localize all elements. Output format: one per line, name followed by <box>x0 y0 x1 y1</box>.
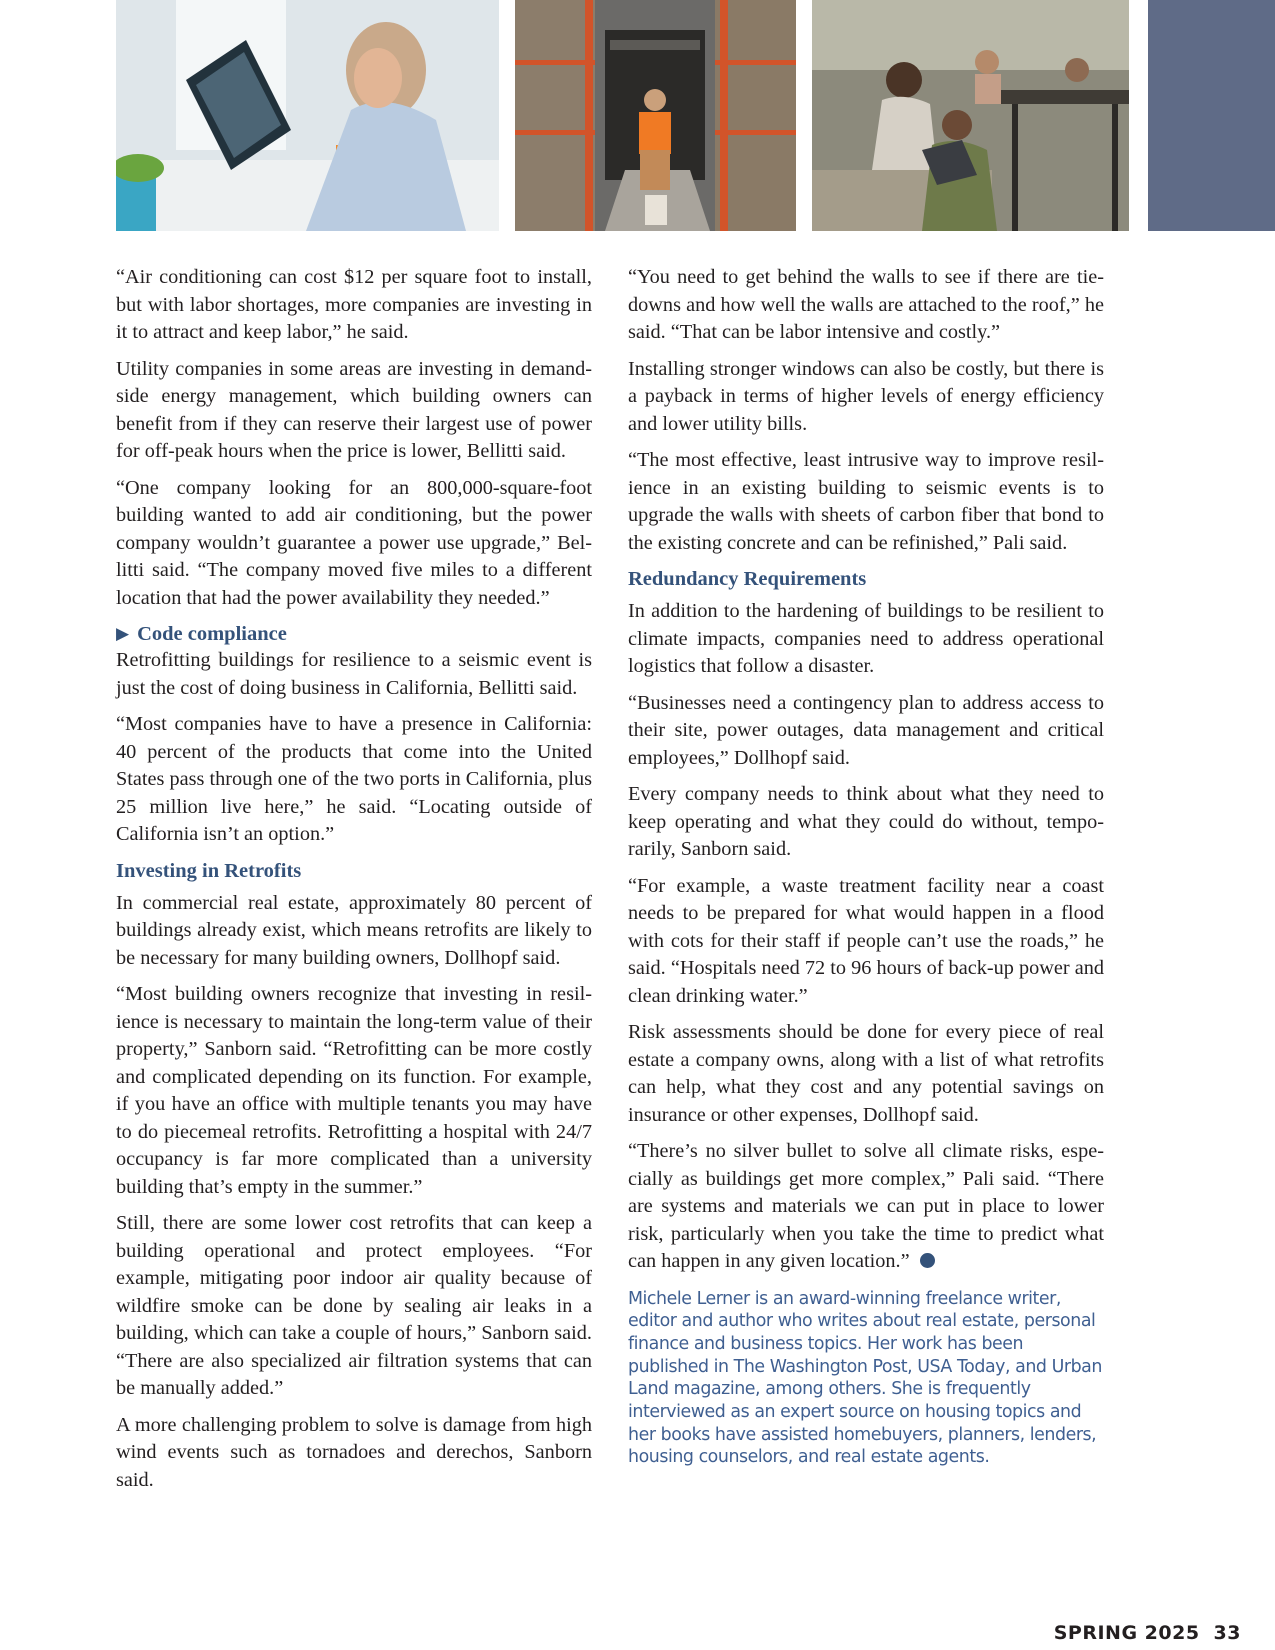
paragraph: “Most building owners recognize that investing in resilience is necessary to maintain the long-term value of their property,” Sanborn said. “Retrofitting can be more costly and complicated depending on its function. For example, if you have an office with multiple tenants you may have to do piecemeal retrofits. Retrofitting a hospital with 24/7 occupancy is far more complicated than a university building that’s empty in the summer.” <box>116 983 592 1198</box>
end-mark-dot-icon <box>920 1253 935 1268</box>
paragraph: A more challenging problem to solve is damage from high wind events such as tornadoes and derechos, Sanborn said. <box>116 1413 592 1491</box>
paragraph: In addition to the hardening of buildings to be resilient to climate impacts, companies need to address operational logistics that follow a disaster. <box>628 600 1104 677</box>
subheading-text: Code compliance <box>137 623 287 645</box>
paragraph: “Businesses need a contingency plan to address access to their site, power outages, data management and critical employees,” Dollhopf said. <box>628 691 1104 769</box>
warehouse-worker-photo <box>515 0 796 231</box>
article-column-right <box>628 264 1104 1469</box>
triangle-bullet-icon: ▶ <box>116 624 130 643</box>
page-footer <box>1054 1622 1241 1644</box>
subheading-code-compliance <box>116 621 592 647</box>
paragraph: Installing stronger windows can also be costly, but there is a payback in terms of higher levels of energy efficiency and lower utility bills. <box>628 357 1104 435</box>
paragraph: Still, there are some lower cost retrofits that can keep a building operational and protect employees. “For example, mitigating poor indoor air quality because of wildfire smoke can be done by sealing air leaks in a building, which can take a couple of hours,” Sanborn said. “There are also specialized air filtration systems that can be manually added.” <box>116 1212 592 1399</box>
paragraph: In commercial real estate, approximately 80 percent of buildings already exist, which means retrofits are likely to be necessary for many building owners, Dollhopf said. <box>116 891 592 969</box>
section-tab <box>1148 0 1275 231</box>
coworking-people-laptop-photo <box>812 0 1129 231</box>
paragraph: “Air conditioning can cost $12 per square foot to install, but with labor shortages, more companies are investing in it to attract and keep labor,” he said. <box>116 266 592 343</box>
paragraph-text: “There’s no silver bullet to solve all climate risks, especially as buildings get more complex,” Pali said. “There are systems and materials we can put in place to lower risk, particularly when you take the time to predict what can happen in any given location.” <box>628 1140 1104 1272</box>
author-bio: Michele Lerner is an award-winning freelance writer, editor and author who writes about real estate, personal finance and business topics. Her work has been published in The Washington Post, USA Today, and Urban Land magazine, among others. She is frequently interviewed as an expert source on housing topics and her books have assisted homebuyers, planners, lenders, housing counselors, and real estate agents. <box>628 1288 1102 1468</box>
page-number: 33 <box>1213 1622 1241 1644</box>
subheading-investing-in-retrofits: Investing in Retrofits <box>116 859 302 882</box>
woman-examining-xray-photo <box>116 0 499 231</box>
paragraph: Utility companies in some areas are investing in demand-side energy management, which building owners can benefit from if they can reserve their largest use of power for off-peak hours when the price is lower, Bellitti said. <box>116 357 592 462</box>
paragraph: “You need to get behind the walls to see if there are tie-downs and how well the walls are attached to the roof,” he said. “That can be labor intensive and costly.” <box>628 266 1104 343</box>
paragraph: “One company looking for an 800,000-square-foot building wanted to add air conditioning, but the power company wouldn’t guarantee a power use upgrade,” Bellitti said. “The company moved five miles to a different location that had the power availability they needed.” <box>116 476 592 609</box>
paragraph: “For example, a waste treatment facility near a coast needs to be prepared for what would happen in a flood with cots for their staff if people can’t use the roads,” he said. “Hospitals need 72 to 96 hours of back-up power and clean drinking water.” <box>628 874 1104 1007</box>
issue-label: SPRING 2025 <box>1053 1622 1200 1644</box>
paragraph-final <box>628 1138 1104 1276</box>
article-column-left <box>116 264 592 1503</box>
paragraph: Risk assessments should be done for every piece of real estate a company owns, along with a list of what retrofits can help, what they cost and any potential savings on insurance or other expenses, Dollhopf said. <box>628 1021 1104 1126</box>
paragraph: “Most companies have to have a presence in California: 40 percent of the products that come into the United States pass through one of the two ports in California, plus 25 million live here,” he said. “Locating outside of California isn’t an option.” <box>116 713 592 845</box>
subheading-redundancy-requirements: Redundancy Requirements <box>628 568 867 590</box>
paragraph: Every company needs to think about what they need to keep operating and what they could do without, temporarily, Sanborn said. <box>628 783 1104 860</box>
paragraph: Retrofitting buildings for resilience to a seismic event is just the cost of doing business in California, Bellitti said. <box>116 649 592 699</box>
paragraph: “The most effective, least intrusive way to improve resilience in an existing building to seismic events is to upgrade the walls with sheets of carbon fiber that bond to the existing concrete and can be refinished,” Pali said. <box>628 449 1104 554</box>
